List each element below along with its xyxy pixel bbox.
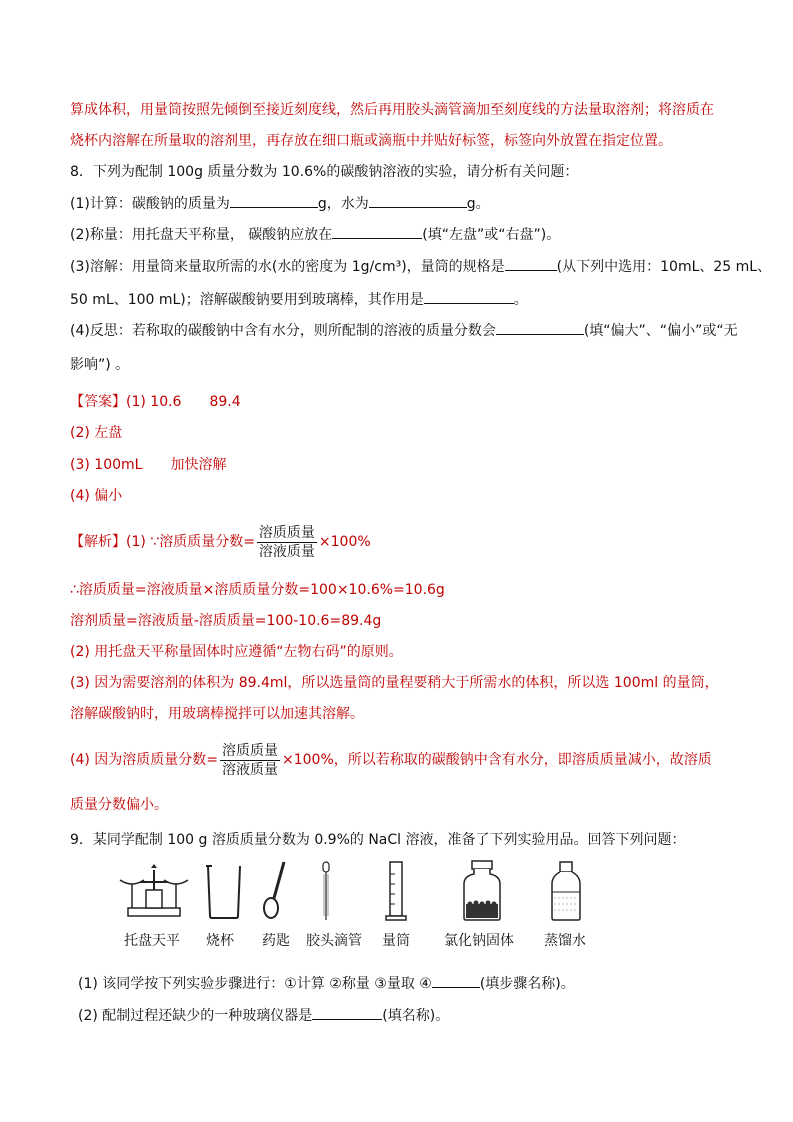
- blank-step4: [432, 973, 480, 988]
- blank-reflection: [496, 320, 584, 335]
- analysis-line-6: 溶解碳酸钠时，用玻璃棒搅拌可以加速其溶解。: [70, 706, 364, 722]
- label-balance: 托盘天平: [124, 933, 180, 949]
- blank-cylinder-size: [505, 256, 557, 271]
- intro-line-2: 烧杯内溶解在所量取的溶剂里，再存放在细口瓶或滴瓶中并贴好标签，标签向外放置在指定位置。: [70, 133, 672, 149]
- blank-sodium-mass: [230, 193, 318, 208]
- label-beaker: 烧杯: [206, 933, 234, 949]
- spoon-icon: [260, 860, 292, 920]
- q8-part4: (4)反思：若称取的碳酸钠中含有水分，则所配制的溶液的质量分数会 (填“偏大”、“偏小”或“无: [70, 320, 738, 341]
- beaker-icon: [204, 860, 244, 920]
- analysis-line-2: ∴溶质质量=溶液质量×溶质质量分数=100×10.6%=10.6g: [70, 582, 445, 598]
- label-spoon: 药匙: [262, 933, 290, 949]
- cylinder-icon: [384, 860, 408, 922]
- q8-part4-cont: 影响”) 。: [70, 357, 130, 373]
- q9-part1: (1) 该同学按下列实验步骤进行：①计算 ②称量 ③量取 ④ (填步骤名称)。: [78, 973, 575, 994]
- label-nacl: 氯化钠固体: [444, 933, 514, 949]
- answer-line-1: 【答案】(1) 10.6 89.4: [70, 394, 241, 410]
- blank-pan: [332, 224, 422, 239]
- label-dropper: 胶头滴管: [306, 933, 362, 949]
- blank-water-mass: [369, 193, 467, 208]
- q8-part3-cont: 50 mL、100 mL)；溶解碳酸钠要用到玻璃棒，其作用是 。: [70, 289, 528, 310]
- answer-tag: 【答案】: [70, 394, 126, 410]
- analysis-line-4: (2) 用托盘天平称量固体时应遵循“左物右码”的原则。: [70, 644, 403, 660]
- blank-rod-purpose: [424, 289, 514, 304]
- q9-stem: 9．某同学配制 100 g 溶质质量分数为 0.9%的 NaCl 溶液，准备了下列实验用品。回答下列问题：: [70, 832, 686, 848]
- analysis-line-3: 溶剂质量=溶液质量-溶质质量=100-10.6=89.4g: [70, 613, 382, 629]
- analysis-tag: 【解析】: [70, 534, 126, 550]
- q8-part3: (3)溶解：用量筒来量取所需的水(水的密度为 1g/cm³)，量筒的规格是 (从下列中选用：10mL、25 mL、: [70, 256, 771, 277]
- balance-icon: [118, 860, 190, 920]
- answer-line-4: (4) 偏小: [70, 488, 123, 504]
- answer-line-2: (2) 左盘: [70, 425, 123, 441]
- q8-part1: (1)计算：碳酸钠的质量为 g，水为 g。: [70, 193, 490, 214]
- answer-line-3: (3) 100mL 加快溶解: [70, 457, 227, 473]
- dropper-icon: [318, 860, 334, 922]
- analysis-line-7: (4) 因为溶质质量分数= $\frac{\text{溶质质量}}{\text{溶液质量}}$ ×100%，所以若称取的碳酸钠中含有水分，即溶质质量减小，故溶质: [70, 742, 712, 778]
- q8-part2: (2)称量：用托盘天平称量， 碳酸钠应放在 (填“左盘”或“右盘”)。: [70, 224, 560, 245]
- water-bottle-icon: [548, 860, 584, 922]
- q9-part2: (2) 配制过程还缺少的一种玻璃仪器是 (填名称)。: [78, 1005, 449, 1026]
- q8-stem: 8．下列为配制 100g 质量分数为 10.6%的碳酸钠溶液的实验，请分析有关问题：: [70, 164, 579, 180]
- analysis-line-8: 质量分数偏小。: [70, 797, 168, 813]
- nacl-jar-icon: [460, 860, 504, 922]
- label-water: 蒸馏水: [544, 933, 586, 949]
- analysis-line-5: (3) 因为需要溶剂的体积为 89.4ml，所以选量筒的量程要稍大于所需水的体积，所以选 100ml 的量筒，: [70, 675, 719, 691]
- label-cylinder: 量筒: [382, 933, 410, 949]
- fraction-2: $\frac{\text{溶质质量}}{\text{溶液质量}}$: [222, 742, 279, 778]
- intro-line-1: 算成体积，用量筒按照先倾倒至接近刻度线，然后再用胶头滴管滴加至刻度线的方法量取溶剂；将溶质在: [70, 102, 714, 118]
- blank-glass-instrument: [312, 1005, 382, 1020]
- analysis-line-1: 【解析】(1) ∵溶质质量分数= $\frac{\text{溶质质量}}{\text{溶液质量}}$ ×100%: [70, 524, 371, 560]
- fraction-1: $\frac{\text{溶质质量}}{\text{溶液质量}}$: [258, 524, 315, 560]
